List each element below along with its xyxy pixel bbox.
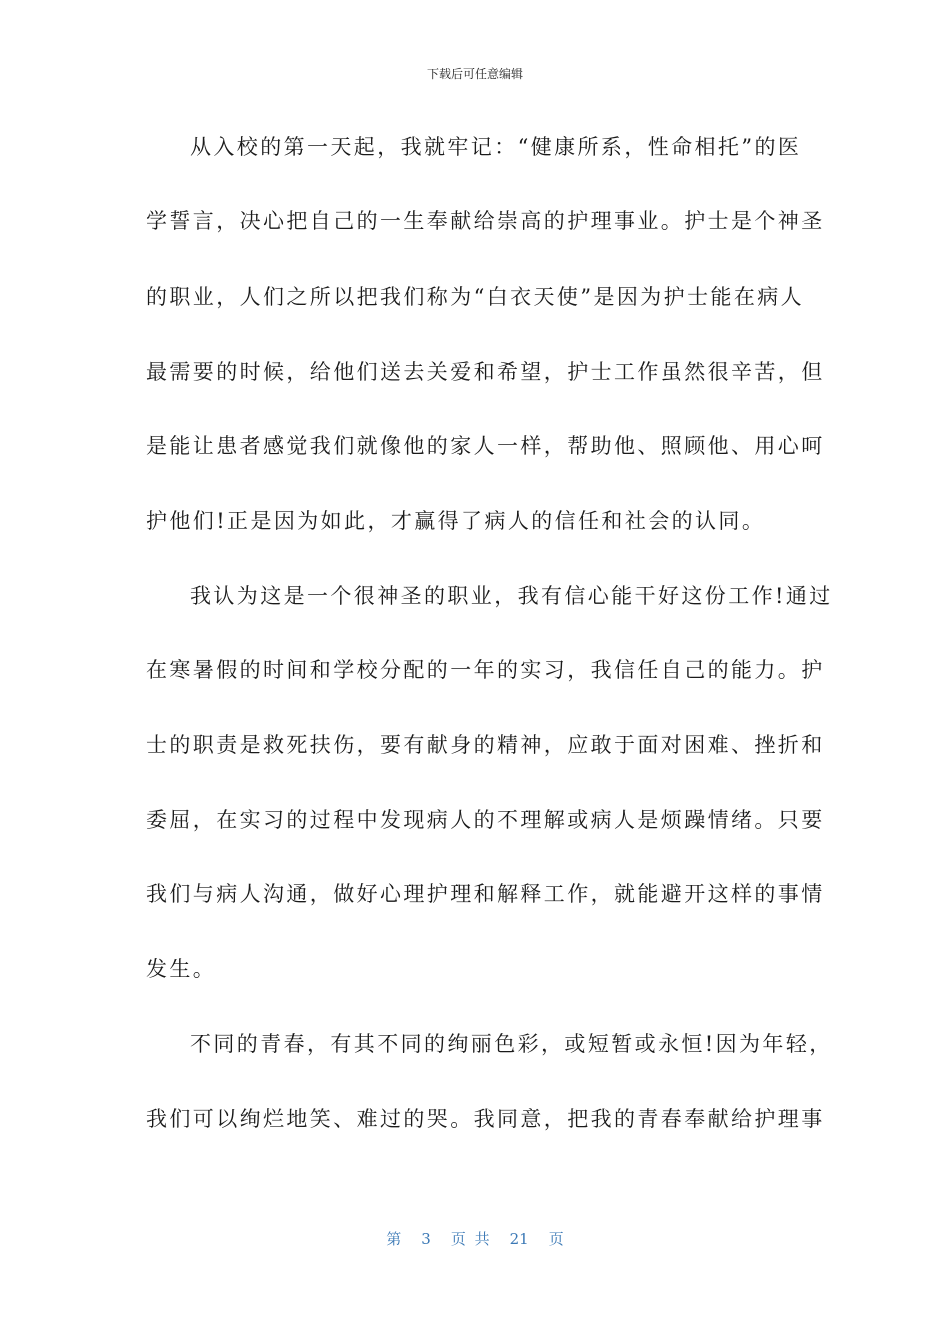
paragraph-1-line-3: 的职业，人们之所以把我们称为“白衣天使”是因为护士能在病人 bbox=[146, 285, 805, 309]
page-header: 下载后可任意编辑 bbox=[426, 67, 523, 81]
paragraph-2-line-4: 委屈，在实习的过程中发现病人的不理解或病人是烦躁情绪。只要 bbox=[146, 808, 825, 832]
footer-page-number: 3 bbox=[421, 1230, 431, 1248]
paragraph-1-line-4: 最需要的时候，给他们送去关爱和希望，护士工作虽然很辛苦，但 bbox=[146, 360, 825, 384]
paragraph-2-line-3: 士的职责是救死扶伤，要有献身的精神，应敢于面对困难、挫折和 bbox=[146, 733, 825, 757]
page-footer bbox=[0, 1229, 950, 1249]
paragraph-2-line-1: 我认为这是一个很神圣的职业，我有信心能干好这份工作!通过 bbox=[190, 584, 833, 608]
paragraph-1-line-5: 是能让患者感觉我们就像他的家人一样，帮助他、照顾他、用心呵 bbox=[146, 434, 825, 458]
paragraph-1-line-1: 从入校的第一天起，我就牢记：“健康所系，性命相托”的医 bbox=[190, 135, 802, 159]
paragraph-2-line-6: 发生。 bbox=[146, 957, 217, 981]
footer-total-pages: 21 bbox=[509, 1230, 529, 1248]
footer-suffix: 页 bbox=[548, 1230, 564, 1248]
paragraph-1-line-2: 学誓言，决心把自己的一生奉献给崇高的护理事业。护士是个神圣 bbox=[146, 209, 825, 233]
footer-prefix: 第 bbox=[386, 1230, 402, 1248]
paragraph-2-line-5: 我们与病人沟通，做好心理护理和解释工作，就能避开这样的事情 bbox=[146, 882, 825, 906]
paragraph-2-line-2: 在寒暑假的时间和学校分配的一年的实习，我信任自己的能力。护 bbox=[146, 658, 825, 682]
paragraph-3-line-2: 我们可以绚烂地笑、难过的哭。我同意，把我的青春奉献给护理事 bbox=[146, 1107, 825, 1131]
footer-middle: 页 共 bbox=[450, 1230, 490, 1248]
paragraph-3-line-1: 不同的青春，有其不同的绚丽色彩，或短暂或永恒!因为年轻， bbox=[190, 1032, 833, 1056]
paragraph-1-line-6: 护他们!正是因为如此，才赢得了病人的信任和社会的认同。 bbox=[146, 509, 766, 533]
